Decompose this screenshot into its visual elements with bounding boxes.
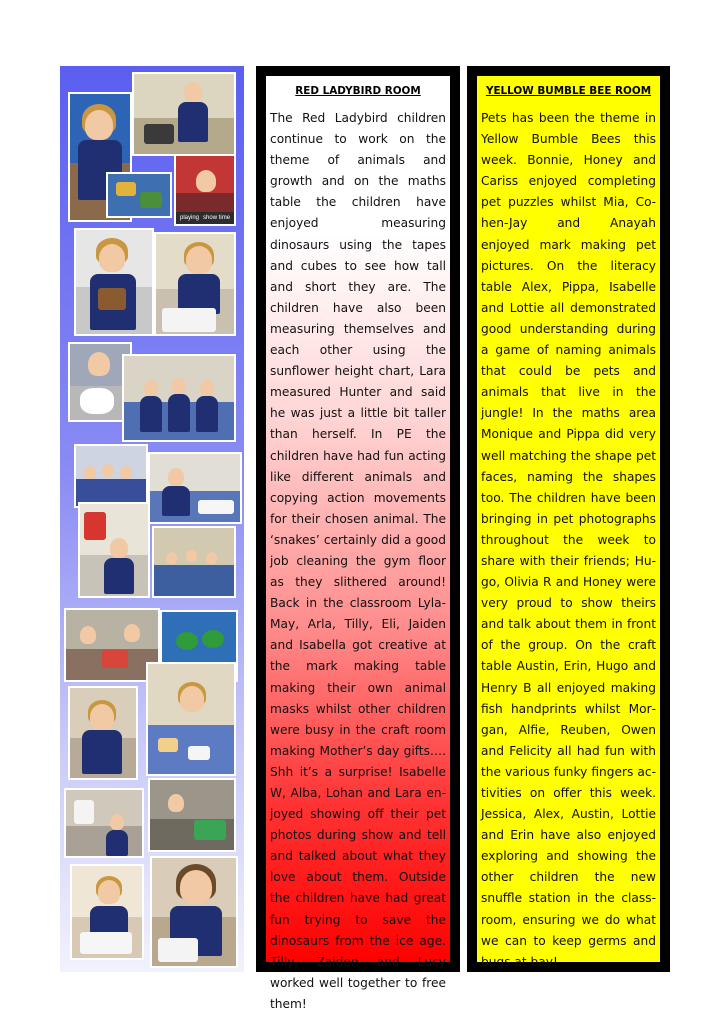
photo-matching-shapes xyxy=(146,662,236,776)
red-ladybird-panel-body xyxy=(266,76,450,1011)
photo-children-in-gym xyxy=(152,526,236,598)
photo-child-with-pet-puzzle xyxy=(154,232,236,336)
photo-boy-at-board xyxy=(78,502,150,598)
red-ladybird-title: RED LADYBIRD ROOM xyxy=(295,85,421,97)
photo-child-with-dinosaurs-table xyxy=(106,172,172,218)
red-ladybird-text: The Red Ladybird children continue to work on the theme of animals and growth and on the maths table the children have enjoyed measuring dinosaurs using the tapes and cubes to see how tall and short they are. The children have also been measuring themselves and each other using the sunflower height chart, Lara measured Hunter and said he was just a little bit taller than herself. In PE the children have had fun acting like different animals and copying action movements for their chosen animal. The ‘snakes’ certainly did a good job cleaning the gym floor as they slithered around! Back in the classroom Lyla-May, Arla, Tilly, Eli, Jaiden and Isabella got creative at the mark making table making their own animal masks whilst other children were busy in the craft room making Mother’s day gifts…. Shh it’s a surprise! Isabelle W, Alba, Lohan and Lara enjoyed showing off their pet photos during show and tell and talked about what they love about them. Outside the children have had great fun trying to save the dinosaurs from the ice age. Tilly, Zaiden and Lucy worked well together to free them! xyxy=(270,111,446,1011)
photo-collage xyxy=(60,66,244,972)
photo-painting-display xyxy=(64,788,144,858)
red-ladybird-panel xyxy=(256,66,460,1011)
strip-label-playing: playing xyxy=(180,215,200,221)
photo-children-at-table xyxy=(148,452,242,524)
photo-girl-with-cards xyxy=(70,864,144,960)
photo-child-in-classroom xyxy=(132,72,236,156)
yellow-bumble-bee-title: YELLOW BUMBLE BEE ROOM xyxy=(485,85,652,97)
photo-group-on-carpet xyxy=(74,444,148,508)
yellow-bumble-bee-panel-body xyxy=(477,76,660,969)
yellow-bumble-bee-text: Pets has been the theme in Yellow Bumble Bees this week. Bonnie, Honey and Cariss enjoyed completing pet puzzles whilst Mia, Cohen-Jay and Anayah enjoyed mark making pet pictures. On the literacy table Alex, Pippa, Isabelle and Lottie all demonstrated good understanding during a game of naming animals that could be pets and animals that live in the jungle! In the maths area Monique and Pippa did very well matching the shape pet faces, naming the shapes too. The children have been bringing in pet photographs throughout the week to share with their friends; Hugo, Olivia R and Honey were very proud to show theirs and talk about them in front of the group. On the craft table Austin, Erin, Hugo and Henry B all enjoyed making fish handprints whilst Morgan, Alfie, Reuben, Owen and Felicity all had fun with the various funky fingers activities on offer this week. Jessica, Alex, Austin, Lottie and Erin have also enjoyed exploring and showing the other children the new snuffle station in the classroom, ensuring we do what we can to keep germs and bugs at bay! xyxy=(481,111,656,969)
photo-child-with-pet-picture xyxy=(74,228,154,336)
photo-girl-with-paper xyxy=(150,856,238,968)
yellow-bumble-bee-panel xyxy=(467,66,670,972)
strip-label-show-time: show time xyxy=(203,215,231,221)
photo-girl-with-picture xyxy=(68,686,138,780)
show-and-tell-strip xyxy=(176,212,234,224)
photo-children-holding-photos xyxy=(122,354,236,442)
photo-show-and-tell xyxy=(174,154,236,226)
photo-handprints xyxy=(148,778,236,852)
